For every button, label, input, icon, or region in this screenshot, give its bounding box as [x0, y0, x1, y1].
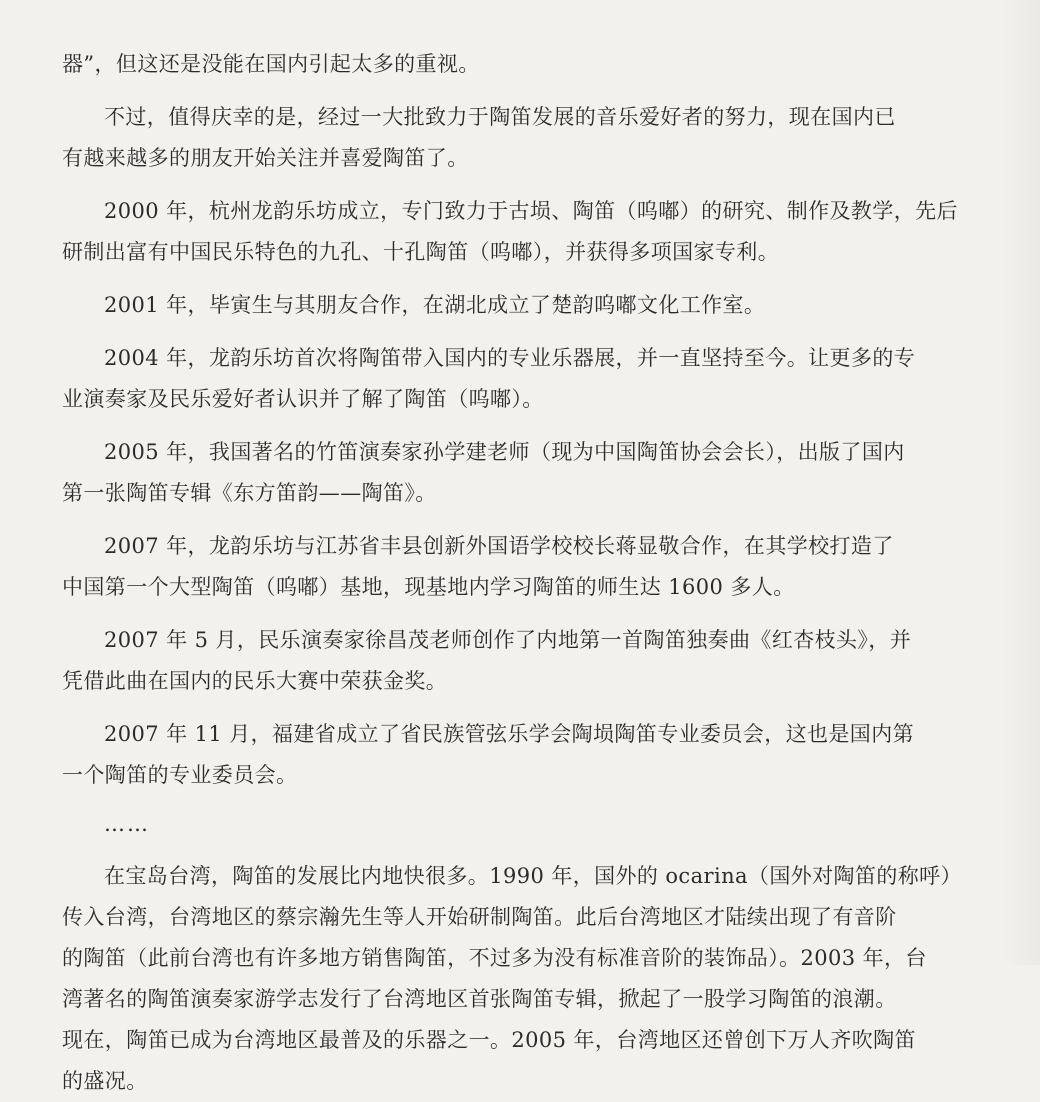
text-line: 在宝岛台湾，陶笛的发展比内地快很多。1990 年，国外的 ocarina（国外对陶笛的称呼）: [104, 864, 962, 888]
text-line: 2005 年，我国著名的竹笛演奏家孙学建老师（现为中国陶笛协会会长），出版了国内: [104, 440, 905, 464]
text-line: 不过，值得庆幸的是，经过一大批致力于陶笛发展的音乐爱好者的努力，现在国内已: [104, 105, 896, 129]
paragraph: [62, 191, 968, 273]
paragraph: [62, 338, 968, 420]
text-line: 2004 年，龙韵乐坊首次将陶笛带入国内的专业乐器展，并一直坚持至今。让更多的专: [104, 346, 916, 370]
text-line: 2007 年 5 月，民乐演奏家徐昌茂老师创作了内地第一首陶笛独奏曲《红杏枝头》，并: [104, 628, 912, 652]
text-line: 湾著名的陶笛演奏家游学志发行了台湾地区首张陶笛专辑，掀起了一股学习陶笛的浪潮。: [62, 987, 897, 1011]
text-line: 传入台湾，台湾地区的蔡宗瀚先生等人开始研制陶笛。此后台湾地区才陆续出现了有音阶: [62, 905, 897, 929]
text-line: 现在，陶笛已成为台湾地区最普及的乐器之一。2005 年，台湾地区还曾创下万人齐吹陶笛: [62, 1028, 916, 1052]
paragraph: [62, 714, 968, 796]
text-line: 有越来越多的朋友开始关注并喜爱陶笛了。: [62, 146, 469, 170]
text-line: 的盛况。: [62, 1069, 148, 1093]
text-line: 2007 年，龙韵乐坊与江苏省丰县创新外国语学校校长蒋显敬合作，在其学校打造了: [104, 534, 894, 558]
text-line: 中国第一个大型陶笛（呜嘟）基地，现基地内学习陶笛的师生达 1600 多人。: [62, 575, 795, 599]
text-line: 凭借此曲在国内的民乐大赛中荣获金奖。: [62, 669, 448, 693]
text-line: 一个陶笛的专业委员会。: [62, 763, 298, 787]
paragraph: [62, 97, 968, 179]
paragraph: [62, 526, 968, 608]
paragraph: [62, 285, 968, 326]
paragraph-taiwan: [62, 856, 968, 1102]
text-line: 2007 年 11 月，福建省成立了省民族管弦乐学会陶埙陶笛专业委员会，这也是国内第: [104, 722, 914, 746]
ellipsis: ……: [104, 812, 150, 836]
text-line: 器”，但这还是没能在国内引起太多的重视。: [62, 52, 480, 76]
text-line: 2000 年，杭州龙韵乐坊成立，专门致力于古埙、陶笛（呜嘟）的研究、制作及教学，先后: [104, 199, 958, 223]
paragraph: [62, 432, 968, 514]
text-line: 2001 年，毕寅生与其朋友合作，在湖北成立了楚韵呜嘟文化工作室。: [104, 293, 766, 317]
text-line: 第一张陶笛专辑《东方笛韵——陶笛》。: [62, 481, 437, 505]
text-line: 业演奏家及民乐爱好者认识并了解了陶笛（呜嘟）。: [62, 387, 544, 411]
text-line: 的陶笛（此前台湾也有许多地方销售陶笛，不过多为没有标准音阶的装饰品）。2003 年，台: [62, 946, 927, 970]
text-line: 研制出富有中国民乐特色的九孔、十孔陶笛（呜嘟），并获得多项国家专利。: [62, 240, 780, 264]
paragraph: [62, 620, 968, 702]
